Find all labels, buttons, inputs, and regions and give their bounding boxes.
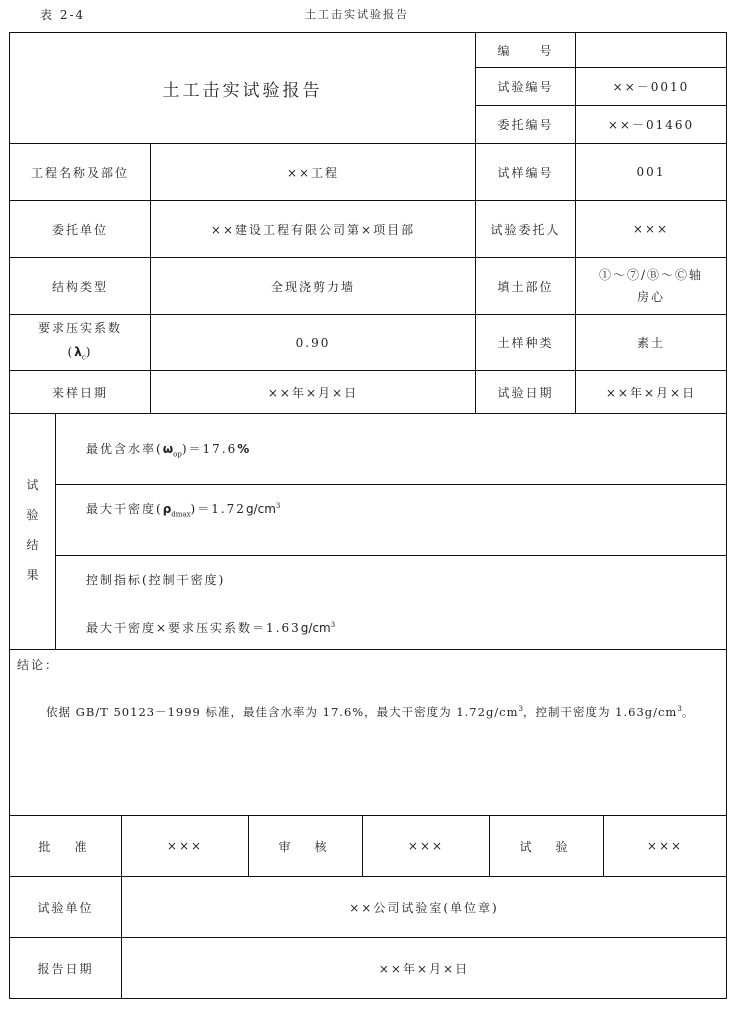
- test-number-label: 试验编号: [497, 80, 554, 94]
- structure-value: 全现浇剪力墙: [270, 279, 355, 294]
- compaction-coefficient-value: 0.90: [295, 335, 331, 350]
- optimum-moisture: 最优含水率$(\omega_{op})=17.6\%$: [86, 442, 250, 459]
- tester-value: ×××: [646, 839, 684, 853]
- test-date-label: 试验日期: [497, 385, 554, 400]
- tester-label: 试 验: [519, 839, 574, 854]
- soil-type-label: 土样种类: [497, 336, 554, 350]
- project-value: ××工程: [286, 165, 340, 180]
- table-number: 表 2-4: [40, 8, 86, 22]
- report-date-value: ××年×月×日: [378, 961, 470, 976]
- fill-location-line-1: ①～⑦/Ⓑ～Ⓒ轴: [598, 268, 704, 282]
- number-value: [576, 33, 726, 67]
- compaction-coefficient-symbol: $(\lambda_c)$: [67, 344, 93, 362]
- report-title: 土工击实试验报告: [162, 80, 323, 101]
- running-title: 土工击实试验报告: [305, 8, 409, 21]
- control-index-formula: 最大干密度×要求压实系数$=1.63g/cm^3$: [86, 621, 336, 635]
- test-date-value: ××年×月×日: [605, 385, 697, 400]
- control-index-label: 控制指标(控制干密度): [86, 573, 226, 587]
- sampling-date-label: 来样日期: [51, 385, 108, 400]
- entrust-number-label: 委托编号: [497, 118, 554, 132]
- fill-location-label: 填土部位: [497, 279, 554, 294]
- compaction-coefficient-label: [10, 315, 150, 370]
- report-date-label: 报告日期: [37, 961, 94, 976]
- review-label: 审 核: [278, 839, 333, 854]
- compaction-coefficient-text: 要求压实系数: [37, 320, 122, 335]
- approve-value: ×××: [166, 839, 204, 853]
- sample-number-value: 001: [636, 165, 666, 179]
- number-label: 编 号: [497, 43, 554, 58]
- conclusion-label: 结论：: [17, 658, 60, 672]
- fill-location-value: [576, 258, 726, 314]
- entrust-number-value: ××－01460: [607, 118, 695, 132]
- max-dry-density: 最大干密度$(\rho_{dmax})=1.72g/cm^3$: [86, 502, 281, 519]
- client-value: ××建设工程有限公司第×项目部: [210, 222, 416, 237]
- test-unit-value: ××公司试验室(单位章): [349, 900, 499, 915]
- client-label: 委托单位: [51, 222, 108, 237]
- consigner-value: ×××: [632, 222, 670, 236]
- results-side-label: 试 验 结 果: [26, 478, 39, 582]
- approve-label: 批 准: [38, 839, 93, 854]
- consigner-label: 试验委托人: [490, 222, 561, 237]
- fill-location-line-2: 房心: [636, 290, 665, 304]
- sampling-date-value: ××年×月×日: [267, 385, 359, 400]
- structure-label: 结构类型: [51, 279, 108, 294]
- sample-number-label: 试样编号: [497, 165, 554, 180]
- test-unit-label: 试验单位: [37, 900, 94, 915]
- soil-type-value: 素土: [636, 336, 665, 350]
- conclusion-text: 依据 GB/T 50123－1999 标准，最佳含水率为 17.6%，最大干密度为 $1.72g/cm^3$，控制干密度为 $1.63g/cm^3$。: [46, 705, 695, 719]
- review-value: ×××: [407, 839, 445, 853]
- project-label: 工程名称及部位: [30, 165, 129, 180]
- test-number-value: ××－0010: [612, 80, 690, 94]
